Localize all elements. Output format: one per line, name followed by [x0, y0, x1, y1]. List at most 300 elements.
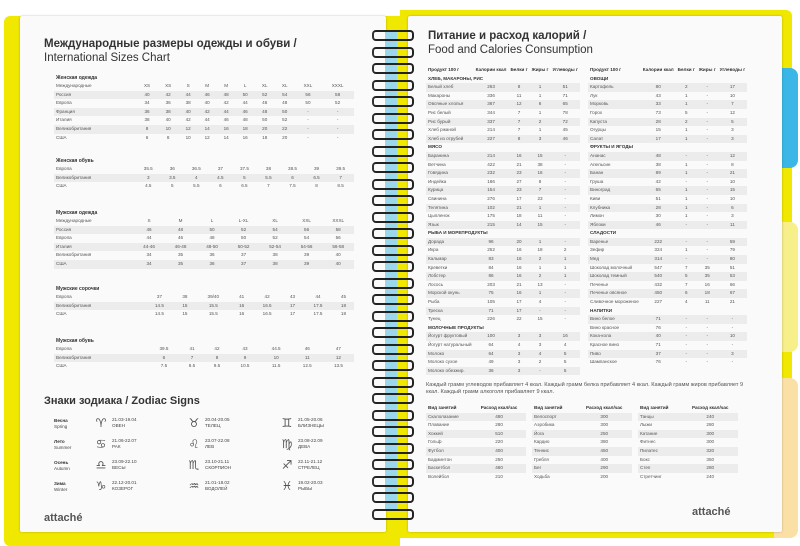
- food-name: Пиво: [588, 350, 641, 359]
- section-title: ХЛЕБ, МАКАРОНЫ, РИС: [428, 75, 484, 81]
- table-row: [638, 456, 738, 465]
- table-cell: 6.5: [306, 174, 327, 183]
- zodiac-name: КОЗЕРОГ: [112, 486, 134, 491]
- table-cell: -: [550, 307, 579, 316]
- table-cell: 56-58: [322, 243, 354, 252]
- table-cell: 42: [223, 100, 229, 106]
- food-name: Треска: [426, 307, 474, 316]
- table-cell: 28: [641, 204, 676, 213]
- table-cell: 40: [335, 252, 341, 258]
- food-name: Клубника: [588, 204, 641, 213]
- section-title: РЫБА И МОРЕПРОДУКТЫ: [428, 230, 488, 236]
- table-cell: 18: [697, 289, 718, 298]
- table-cell: 100: [474, 332, 509, 341]
- table-row: [426, 264, 580, 273]
- binding-ring: [372, 393, 414, 404]
- zodiac-dates: 23.08-22.09: [298, 438, 323, 443]
- table-cell: 240: [682, 413, 738, 422]
- activity-table-3: [638, 404, 738, 481]
- table-cell: 37: [156, 294, 163, 299]
- row-label: Великобритания: [56, 252, 92, 258]
- table-cell: 17: [282, 302, 303, 311]
- table-cell: 7: [327, 174, 354, 183]
- calorie-note: Каждый грамм углеводов прибавляет 4 ккал. Каждый грамм белка прибавляет 4 ккал. Каждый грамм жиров прибавляет 9 ккал. Каждый грамм алкоголя прибавляет 9 ккал.: [426, 382, 744, 395]
- binding-ring: [372, 228, 414, 239]
- table-row: [426, 315, 580, 324]
- row-label: Великобритания: [54, 354, 148, 363]
- table-row: [426, 430, 526, 439]
- food-name: Варенье: [588, 238, 641, 247]
- season-name-ru: Весна: [54, 418, 68, 423]
- column-header: Продукт 100 г: [428, 67, 460, 72]
- table-cell: S: [147, 218, 151, 223]
- column-header: Расход ккал/час: [585, 405, 623, 410]
- table-cell: -: [697, 152, 718, 161]
- table-cell: 52: [255, 91, 275, 100]
- zodiac-glyph-icon: ♈: [95, 416, 107, 430]
- food-name: Горох: [590, 109, 603, 115]
- food-title-en: Food and Calories Consumption: [428, 44, 593, 56]
- table-cell: -: [697, 186, 718, 195]
- men-shirts-title: Мужские сорочки: [56, 286, 100, 292]
- table-cell: 11: [537, 213, 543, 219]
- table-cell: 17: [718, 83, 747, 92]
- table-cell: 300: [576, 413, 632, 422]
- table-cell: 2: [530, 118, 551, 127]
- zodiac-name: ЛЕВ: [205, 444, 215, 449]
- table-cell: 48: [165, 226, 197, 235]
- food-name: Дорада: [426, 238, 474, 247]
- table-cell: 7: [718, 100, 747, 109]
- table-cell: 17: [516, 195, 522, 201]
- food-name: Ананас: [588, 152, 641, 161]
- table-cell: -: [530, 307, 551, 316]
- table-cell: 41: [189, 346, 195, 351]
- section-row: [426, 324, 580, 333]
- food-name: Яблоки: [588, 221, 641, 230]
- table-cell: 44-46: [133, 243, 165, 252]
- table-cell: 300: [706, 439, 715, 445]
- zodiac-glyph-icon: ♓: [281, 479, 293, 493]
- table-header-row: [588, 66, 747, 75]
- table-cell: 3: [731, 213, 734, 219]
- binding-ring: [372, 179, 414, 190]
- row-label: Европа: [56, 346, 72, 351]
- table-cell: -: [676, 238, 697, 247]
- table-cell: 67: [718, 289, 747, 298]
- table-cell: 45: [340, 294, 347, 299]
- table-cell: 44: [204, 117, 210, 123]
- table-cell: 16: [508, 289, 529, 298]
- table-row: [54, 108, 354, 117]
- table-cell: 46: [262, 100, 268, 106]
- table-cell: 34: [144, 100, 150, 106]
- season-label: [54, 439, 94, 451]
- table-cell: 37: [228, 260, 260, 269]
- binding-ring: [372, 195, 414, 206]
- food-name: Язык: [426, 221, 474, 230]
- table-cell: 51: [550, 83, 579, 92]
- table-cell: 6.5: [241, 183, 248, 189]
- food-table-left: [426, 66, 580, 375]
- table-cell: 13: [537, 281, 543, 287]
- food-name: Виноград: [588, 186, 641, 195]
- food-name: Банан: [588, 169, 641, 178]
- row-label: Европа: [56, 294, 72, 299]
- food-name: Вино красное: [590, 324, 620, 330]
- table-cell: 3: [718, 135, 747, 144]
- table-row: [54, 243, 354, 252]
- table-row: [588, 350, 747, 359]
- table-cell: 2: [676, 83, 697, 92]
- table-row: [54, 134, 354, 143]
- table-cell: 65: [641, 186, 676, 195]
- table-cell: -: [697, 135, 718, 144]
- table-cell: 17.5: [313, 311, 323, 317]
- table-cell: 48: [209, 235, 215, 241]
- table-cell: -: [550, 204, 579, 213]
- table-cell: 38: [144, 117, 150, 123]
- table-cell: 9: [229, 354, 260, 363]
- table-cell: 5.5: [193, 183, 200, 189]
- table-cell: -: [697, 350, 718, 359]
- table-row: [54, 182, 354, 191]
- row-label: Италия: [56, 117, 72, 123]
- table-cell: -: [731, 324, 734, 330]
- section-row: [588, 75, 747, 84]
- table-cell: 64: [474, 350, 509, 359]
- food-name: Овсяные хлопья: [426, 100, 474, 109]
- men-shoes-title: Мужская обувь: [56, 338, 94, 344]
- table-cell: 53: [718, 272, 747, 281]
- table-cell: 7: [530, 186, 551, 195]
- column-header: Калории ккал: [475, 67, 507, 72]
- table-cell: 40: [179, 108, 198, 117]
- table-cell: 1: [684, 247, 688, 253]
- table-cell: 15: [718, 186, 747, 195]
- table-cell: 7: [684, 281, 688, 287]
- table-row: [638, 413, 738, 422]
- table-cell: 367: [474, 100, 509, 109]
- table-cell: -: [564, 195, 566, 201]
- table-cell: 13.5: [333, 363, 343, 369]
- table-cell: 18: [537, 247, 543, 253]
- table-cell: 14: [198, 125, 217, 134]
- table-cell: -: [685, 359, 687, 365]
- food-name: Лук: [590, 92, 598, 98]
- activity-name: Катание: [638, 430, 682, 439]
- table-cell: 52: [282, 117, 288, 123]
- table-row: [588, 212, 747, 221]
- activity-name: Футбол: [426, 447, 472, 456]
- table-cell: -: [706, 324, 708, 330]
- spiral-binding: [372, 30, 412, 530]
- table-cell: 2: [530, 255, 551, 264]
- table-cell: 154: [474, 186, 509, 195]
- table-row: [588, 161, 747, 170]
- table-row: [54, 217, 354, 226]
- table-cell: 344: [487, 109, 495, 115]
- zodiac-name: РАК: [112, 444, 121, 449]
- table-cell: -: [676, 332, 697, 341]
- table-cell: 220: [495, 439, 503, 445]
- table-cell: 422: [487, 161, 495, 167]
- table-cell: -: [564, 281, 566, 287]
- table-cell: -: [697, 118, 718, 127]
- table-cell: 8: [204, 354, 229, 363]
- table-cell: 50: [262, 117, 268, 123]
- table-cell: 15: [530, 152, 551, 161]
- table-cell: 3: [135, 174, 162, 183]
- table-cell: 16.5: [262, 311, 272, 317]
- table-header-row: [426, 66, 580, 75]
- table-cell: -: [336, 117, 339, 123]
- table-cell: 22: [516, 316, 522, 322]
- table-cell: 96: [474, 238, 509, 247]
- section-title: МОЛОЧНЫЕ ПРОДУКТЫ: [428, 324, 484, 330]
- food-name: Белый хлеб: [426, 83, 474, 92]
- table-cell: -: [564, 213, 566, 219]
- table-cell: 42: [198, 108, 217, 117]
- zodiac-sign: [187, 437, 277, 455]
- zodiac-name: ОВЕН: [112, 423, 126, 428]
- zodiac-dates: 23.09-22.10: [112, 459, 137, 464]
- table-cell: L: [210, 218, 214, 223]
- table-cell: XS: [143, 83, 151, 88]
- table-cell: 6: [530, 100, 551, 109]
- zodiac-dates: 23.07-22.08: [205, 438, 230, 443]
- table-cell: 5: [563, 359, 567, 365]
- table-cell: 240: [706, 473, 715, 479]
- zodiac-dates: 22.12-20.01: [112, 480, 137, 485]
- table-cell: 83: [474, 255, 509, 264]
- table-cell: 8: [508, 135, 529, 144]
- zodiac-sign: [280, 437, 370, 455]
- food-name: Шампанское: [590, 359, 617, 365]
- sizes-title-en: International Sizes Chart: [44, 52, 170, 64]
- table-cell: 59: [718, 238, 747, 247]
- row-label: Международные: [56, 218, 92, 223]
- food-name: Кальмар: [426, 255, 474, 264]
- table-cell: 10: [729, 178, 735, 184]
- table-cell: 42: [655, 178, 661, 184]
- food-name: Тунец: [428, 316, 441, 322]
- binding-ring: [372, 344, 414, 355]
- zodiac-sign: [280, 416, 370, 434]
- table-cell: 50-52: [228, 243, 260, 252]
- table-row: [588, 83, 747, 92]
- binding-ring: [372, 410, 414, 421]
- table-row: [54, 354, 354, 363]
- zodiac-name: ДЕВА: [298, 444, 311, 449]
- column-header: Вид занятий: [640, 405, 669, 410]
- table-cell: 203: [487, 281, 495, 287]
- table-row: [532, 438, 632, 447]
- table-cell: 4: [684, 299, 688, 305]
- zodiac-sign: [280, 479, 370, 497]
- table-cell: 18: [516, 213, 522, 219]
- season-name-ru: Зима: [54, 481, 66, 486]
- activity-table-2: [532, 404, 632, 481]
- table-cell: 54: [259, 226, 291, 235]
- table-cell: 34: [146, 252, 152, 258]
- table-cell: 1: [684, 195, 688, 201]
- table-row: [588, 272, 747, 281]
- food-name: Телятина: [426, 204, 474, 213]
- food-name: Молоко: [426, 350, 474, 359]
- table-cell: 27: [516, 178, 522, 184]
- table-row: [638, 473, 738, 482]
- zodiac-name: СТРЕЛЕЦ: [298, 465, 320, 470]
- food-name: Лимон: [590, 213, 604, 219]
- food-name: Морковь: [588, 100, 641, 109]
- table-row: [426, 83, 580, 92]
- binding-ring: [372, 509, 414, 520]
- table-row: [54, 165, 354, 174]
- table-cell: 6: [718, 204, 747, 213]
- section-row: [588, 307, 747, 316]
- table-cell: 76: [655, 324, 661, 330]
- table-cell: 400: [472, 447, 526, 456]
- table-row: [54, 260, 354, 269]
- table-cell: 48: [242, 117, 248, 123]
- row-label: Россия: [54, 226, 133, 235]
- food-name: Цыпленок: [428, 213, 450, 219]
- table-cell: 44: [179, 91, 198, 100]
- table-cell: 38: [158, 108, 179, 117]
- table-row: [426, 126, 580, 135]
- zodiac-title: Знаки зодиака / Zodiac Signs: [44, 395, 200, 407]
- table-cell: 3: [530, 135, 551, 144]
- row-label: США: [56, 134, 67, 140]
- table-cell: 3: [718, 350, 747, 359]
- activity-name: Теннис: [532, 447, 576, 456]
- food-name: Красное вино: [590, 342, 620, 347]
- table-cell: 38: [185, 100, 191, 106]
- column-header: Углеводы г: [719, 67, 746, 72]
- binding-ring: [372, 162, 414, 173]
- table-cell: 227: [474, 135, 509, 144]
- table-cell: 11: [704, 299, 710, 305]
- table-cell: 46-48: [165, 243, 197, 252]
- table-cell: 38: [259, 260, 291, 269]
- binding-ring: [372, 492, 414, 503]
- table-row: [426, 289, 580, 298]
- table-cell: 23: [537, 195, 543, 201]
- table-row: [54, 125, 354, 134]
- table-cell: 18: [262, 134, 268, 140]
- zodiac-sign: [94, 416, 184, 434]
- table-cell: 39.5: [336, 166, 346, 171]
- table-cell: 200: [600, 473, 609, 479]
- food-name: Лобстер: [426, 272, 474, 281]
- table-cell: 1: [538, 127, 542, 133]
- women-clothes-table: [54, 82, 354, 142]
- table-cell: 1: [563, 264, 567, 270]
- zodiac-name: ТЕЛЕЦ: [205, 423, 221, 428]
- table-cell: 15: [182, 311, 188, 317]
- table-cell: 37.5: [239, 166, 249, 171]
- table-cell: 46: [641, 221, 676, 230]
- season-name-en: Spring: [54, 424, 68, 429]
- food-name: Рис бурый: [426, 118, 474, 127]
- table-cell: 18: [340, 311, 347, 317]
- table-cell: -: [676, 350, 697, 359]
- table-cell: M: [178, 218, 183, 223]
- table-row: [588, 118, 747, 127]
- table-cell: 3: [508, 350, 529, 359]
- table-cell: -: [564, 161, 566, 167]
- table-cell: 78: [562, 109, 568, 115]
- binding-ring: [372, 476, 414, 487]
- table-cell: -: [685, 342, 687, 347]
- table-cell: 10: [729, 92, 735, 98]
- table-cell: 227: [654, 299, 663, 305]
- table-cell: 320: [682, 447, 738, 456]
- food-name: Киви: [590, 195, 601, 201]
- table-cell: -: [550, 169, 579, 178]
- table-cell: 1: [676, 204, 697, 213]
- table-cell: 4: [538, 299, 542, 305]
- column-header: Продукт 100 г: [590, 67, 622, 72]
- zodiac-glyph-icon: ♊: [281, 416, 293, 430]
- table-row: [426, 178, 580, 187]
- table-cell: XXXL: [332, 218, 345, 223]
- table-row: [532, 430, 632, 439]
- table-cell: 7: [684, 264, 688, 270]
- table-cell: 50: [196, 226, 228, 235]
- row-label: Европа: [56, 100, 72, 106]
- table-cell: 52: [272, 235, 278, 241]
- zodiac-glyph-icon: ♑: [95, 479, 107, 493]
- table-cell: 1: [550, 255, 579, 264]
- activity-name: Лыжи: [640, 422, 652, 428]
- row-label: Европа: [56, 235, 72, 241]
- table-header-row: [426, 404, 526, 413]
- table-cell: 22: [275, 125, 295, 134]
- table-cell: -: [706, 92, 708, 98]
- activity-name: Бокс: [640, 456, 650, 462]
- table-cell: -: [307, 134, 309, 140]
- table-cell: 23: [508, 186, 529, 195]
- table-cell: 8.5: [337, 183, 344, 189]
- table-cell: 56: [335, 235, 341, 241]
- activity-name: Пилатес: [638, 447, 682, 456]
- table-cell: 2: [530, 272, 551, 281]
- table-cell: 56: [295, 91, 321, 100]
- table-cell: 5: [171, 183, 174, 189]
- table-row: [588, 298, 747, 307]
- table-cell: 8.5: [188, 363, 196, 369]
- table-cell: 43: [242, 346, 248, 351]
- table-cell: 175: [487, 213, 495, 219]
- table-cell: XXXL: [331, 83, 344, 88]
- table-row: [426, 152, 580, 161]
- table-cell: -: [307, 117, 309, 123]
- table-cell: 8: [136, 125, 157, 134]
- binding-ring: [372, 327, 414, 338]
- table-cell: 450: [576, 447, 632, 456]
- table-cell: 540: [641, 272, 676, 281]
- zodiac-glyph-icon: ♍: [281, 437, 293, 451]
- table-cell: 54: [304, 235, 310, 241]
- table-cell: 16: [508, 272, 529, 281]
- table-row: [426, 135, 580, 144]
- activity-name: Степ: [638, 464, 682, 473]
- table-cell: 37: [641, 350, 676, 359]
- table-cell: -: [295, 108, 321, 117]
- table-cell: 280: [682, 464, 738, 473]
